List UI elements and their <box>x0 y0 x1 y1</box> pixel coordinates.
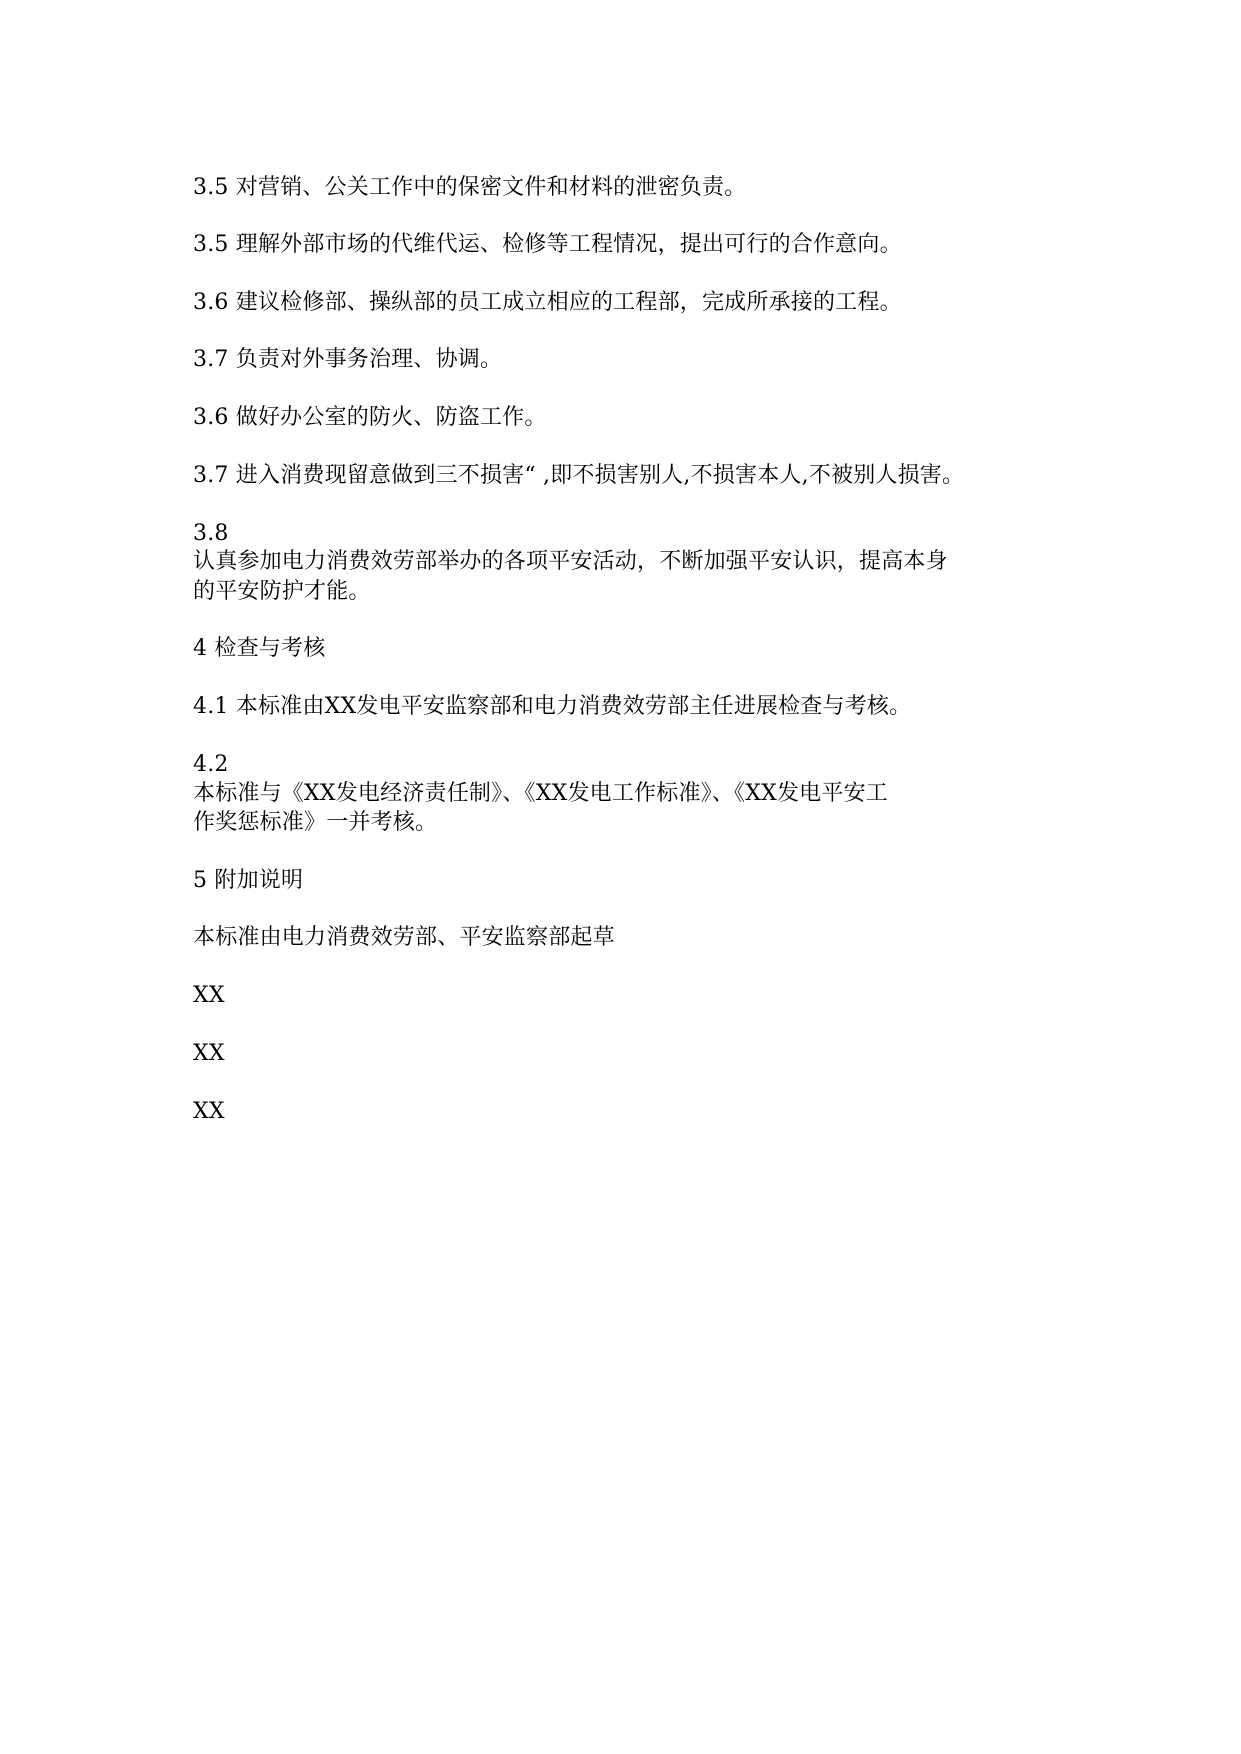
clause-3-8-number: 3.8 <box>193 521 229 546</box>
clause-3-7-three-no-harm: 3.7 进入消费现留意做到三不损害“ ,即不损害别人,不损害本人,不被别人损害。 <box>193 463 965 488</box>
placeholder-xx-3: XX <box>193 1099 225 1124</box>
clause-3-5-confidentiality: 3.5 对营销、公关工作中的保密文件和材料的泄密负责。 <box>193 175 747 200</box>
clause-4-1: 4.1 本标准由XX发电平安监察部和电力消费效劳部主任进展检查与考核。 <box>193 694 912 719</box>
clause-3-8-text-line-2: 的平安防护才能。 <box>193 579 371 604</box>
placeholder-xx-2: XX <box>193 1041 225 1066</box>
placeholder-xx-1: XX <box>193 983 225 1008</box>
clause-4-2-text-line-1: 本标准与《XX发电经济责任制》、《XX发电工作标准》、《XX发电平安工 <box>193 781 888 806</box>
clause-3-6-fire-theft: 3.6 做好办公室的防火、防盗工作。 <box>193 405 547 430</box>
clause-3-7-external-affairs: 3.7 负责对外事务治理、协调。 <box>193 347 503 372</box>
clause-3-6-engineering-dept: 3.6 建议检修部、操纵部的员工成立相应的工程部，完成所承接的工程。 <box>193 290 902 315</box>
drafting-statement: 本标准由电力消费效劳部、平安监察部起草 <box>193 925 615 950</box>
section-5-heading: 5 附加说明 <box>193 868 304 893</box>
clause-3-5-external-market: 3.5 理解外部市场的代维代运、检修等工程情况，提出可行的合作意向。 <box>193 232 902 257</box>
section-4-heading: 4 检查与考核 <box>193 636 326 661</box>
clause-4-2-text-line-2: 作奖惩标准》一并考核。 <box>193 810 438 835</box>
clause-3-8-text-line-1: 认真参加电力消费效劳部举办的各项平安活动，不断加强平安认识，提高本身 <box>193 549 948 574</box>
clause-4-2-number: 4.2 <box>193 752 229 777</box>
